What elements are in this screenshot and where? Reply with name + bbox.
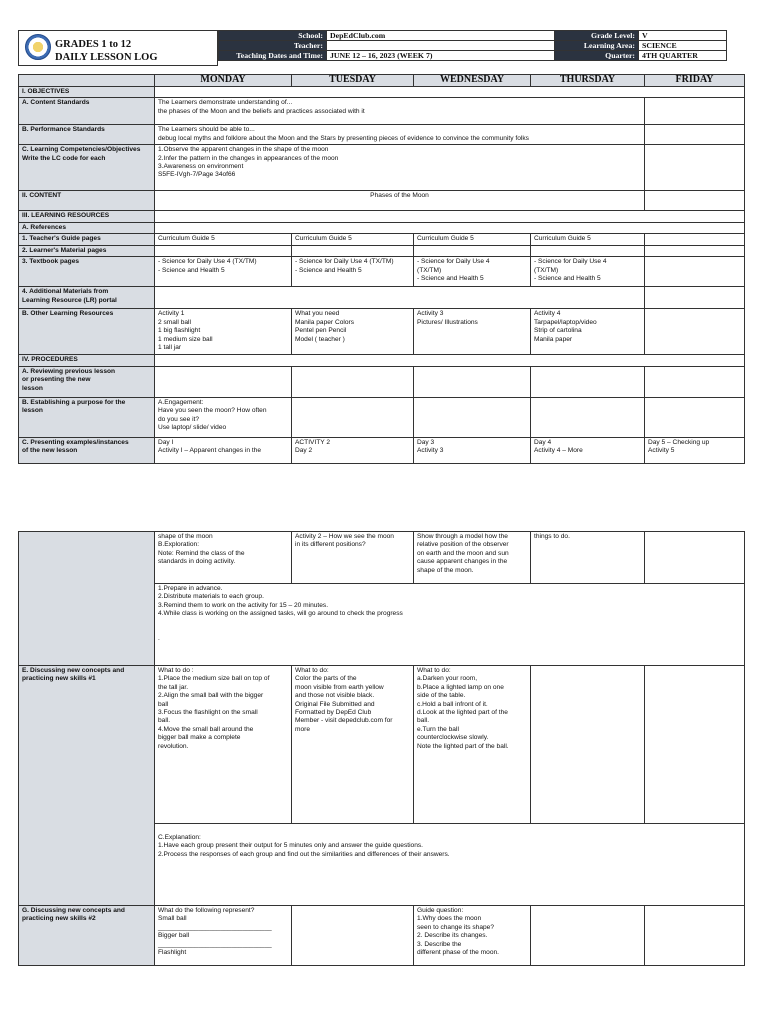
corner-cell — [19, 75, 155, 87]
presenting-label: C. Presenting examples/instances of the new lesson — [19, 437, 155, 463]
header-logo-box — [18, 30, 218, 66]
competencies-friday — [645, 145, 745, 191]
reviewing-thursday — [531, 366, 645, 397]
performance-standards-label: B. Performance Standards — [19, 125, 155, 145]
other-resources-friday — [645, 309, 745, 355]
preparation-instructions — [155, 584, 745, 666]
lesson-log-table — [18, 74, 745, 464]
presenting-wednesday: Day 3 Activity 3 — [414, 437, 531, 463]
content-standards-friday — [645, 98, 745, 125]
day-header-thursday: THURSDAY — [531, 75, 645, 87]
resources-label: III. LEARNING RESOURCES — [19, 211, 155, 222]
performance-standards-friday — [645, 125, 745, 145]
other-resources-monday: Activity 1 2 small ball 1 big flashlight 1 medium size ball 1 tall jar — [155, 309, 292, 355]
reviewing-wednesday — [414, 366, 531, 397]
other-resources-tuesday: What you need Manila paper Colors Pentel pen Pencil Model ( teacher ) — [292, 309, 414, 355]
reviewing-friday — [645, 366, 745, 397]
content-standards-label: A. Content Standards — [19, 98, 155, 125]
discussing-2-thursday — [531, 906, 645, 966]
purpose-tuesday — [292, 397, 414, 437]
discussing-2-friday — [645, 906, 745, 966]
additional-materials-label: 4. Additional Materials from Learning Resource (LR) portal — [19, 287, 155, 309]
quarter-label: Quarter: — [555, 51, 639, 61]
preparation-dot: . — [158, 634, 160, 642]
resources-cell — [155, 211, 745, 222]
teacher-label: Teacher: — [219, 41, 327, 51]
presenting-friday: Day 5 – Checking up Activity 5 — [645, 437, 745, 463]
teacher-value — [327, 41, 555, 51]
content-standards-text: The Learners demonstrate understanding of... the phases of the Moon and the beliefs and practices associated with it — [155, 98, 645, 125]
content-friday — [645, 191, 745, 211]
purpose-monday: A.Engagement: Have you seen the moon? How often do you see it? Use laptop/ slide/ video — [155, 397, 292, 437]
presenting-cont-friday — [645, 532, 745, 584]
learners-material-label: 2. Learner's Material pages — [19, 246, 155, 257]
header-info-table — [218, 30, 727, 61]
textbook-thursday: - Science for Daily Use 4 (TX/TM) - Science and Health 5 — [531, 257, 645, 287]
explanation-text: C.Explanation: 1.Have each group present their output for 5 minutes only and answer the guide questions. 2.Process the responses of each group and find out the similarities and differences of their answers. — [155, 824, 745, 906]
discussing-1-label: E. Discussing new concepts and practicing new skills #1 — [19, 666, 155, 906]
competencies-text: 1.Observe the apparent changes in the shape of the moon 2.Infer the pattern in the changes in appearances of the moon 3.Awareness on environment S5FE-IVgh-7/Page 34of66 — [155, 145, 645, 191]
day-header-friday: FRIDAY — [645, 75, 745, 87]
discussing-1-monday: What to do : 1.Place the medium size ball on top of the tall jar. 2.Align the small ball with the bigger ball 3.Focus the flashlight on the small ball. 4.Move the small ball around the bigger ball make a complete revolution. — [155, 666, 292, 824]
learners-material-thursday — [531, 246, 645, 257]
presenting-cont-tuesday: Activity 2 – How we see the moon in its different positions? — [292, 532, 414, 584]
deped-seal-icon — [25, 34, 51, 60]
day-header-wednesday: WEDNESDAY — [414, 75, 531, 87]
performance-standards-text: The Learners should be able to... debug local myths and folklore about the Moon and the Stars by presenting pieces of evidence to convince the community folks — [155, 125, 645, 145]
reviewing-tuesday — [292, 366, 414, 397]
objectives-label: I. OBJECTIVES — [19, 87, 155, 98]
teachers-guide-tuesday: Curriculum Guide 5 — [292, 234, 414, 246]
discussing-1-thursday — [531, 666, 645, 824]
quarter-value: 4TH QUARTER — [639, 51, 727, 61]
log-title: GRADES 1 to 12 DAILY LESSON LOG — [55, 39, 158, 63]
area-label: Learning Area: — [555, 41, 639, 51]
textbook-tuesday: - Science for Daily Use 4 (TX/TM) - Science and Health 5 — [292, 257, 414, 287]
other-resources-wednesday: Activity 3 Pictures/ Illustrations — [414, 309, 531, 355]
content-text: Phases of the Moon — [155, 191, 645, 211]
teachers-guide-monday: Curriculum Guide 5 — [155, 234, 292, 246]
presenting-tuesday: ACTIVITY 2 Day 2 — [292, 437, 414, 463]
learners-material-wednesday — [414, 246, 531, 257]
textbook-wednesday: - Science for Daily Use 4 (TX/TM) - Science and Health 5 — [414, 257, 531, 287]
reviewing-monday — [155, 366, 292, 397]
school-value: DepEdClub.com — [327, 31, 555, 41]
textbook-label: 3. Textbook pages — [19, 257, 155, 287]
discussing-1-friday — [645, 666, 745, 824]
purpose-wednesday — [414, 397, 531, 437]
references-label: A. References — [19, 222, 155, 233]
discussing-1-wednesday: What to do: a.Darken your room, b.Place a lighted lamp on one side of the table. c.Hold a ball infront of it. d.Look at the lighted part of the ball. e.Turn the ball counterclockwise slowly. Note the lighted part of the ball. — [414, 666, 531, 824]
dates-label: Teaching Dates and Time: — [219, 51, 327, 61]
area-value: SCIENCE — [639, 41, 727, 51]
discussing-1-tuesday: What to do: Color the parts of the moon visible from earth yellow and those not visible black. Original File Submitted and Formatted by DepEd Club Member - visit depedclub.com for more — [292, 666, 414, 824]
presenting-cont-wednesday: Show through a model how the relative position of the observer on earth and the moon and sun cause apparent changes in the shape of the moon. — [414, 532, 531, 584]
discussing-2-label: G. Discussing new concepts and practicing new skills #2 — [19, 906, 155, 966]
teachers-guide-friday — [645, 234, 745, 246]
learners-material-monday — [155, 246, 292, 257]
presenting-continued-label — [19, 532, 155, 666]
additional-materials-cell — [155, 287, 645, 309]
school-label: School: — [219, 31, 327, 41]
procedures-label: IV. PROCEDURES — [19, 355, 155, 366]
teachers-guide-label: 1. Teacher's Guide pages — [19, 234, 155, 246]
learners-material-friday — [645, 246, 745, 257]
content-label: II. CONTENT — [19, 191, 155, 211]
learners-material-tuesday — [292, 246, 414, 257]
additional-materials-friday — [645, 287, 745, 309]
day-header-tuesday: TUESDAY — [292, 75, 414, 87]
objectives-cell — [155, 87, 745, 98]
day-header-monday: MONDAY — [155, 75, 292, 87]
purpose-friday — [645, 397, 745, 437]
presenting-cont-thursday: things to do. — [531, 532, 645, 584]
preparation-text: 1.Prepare in advance. 2.Distribute materials to each group. 3.Remind them to work on the activity for 15 – 20 minutes. 4.While class is working on the assigned tasks, will go around to check the progress — [158, 585, 403, 618]
discussing-2-monday: What do the following represent? Small ball _______________________________ Bigger ball _______________________________ Flashlight — [155, 906, 292, 966]
textbook-friday — [645, 257, 745, 287]
competencies-label: C. Learning Competencies/Objectives Write the LC code for each — [19, 145, 155, 191]
other-resources-thursday: Activity 4 Tarpapel/laptop/video Strip of cartolina Manila paper — [531, 309, 645, 355]
reviewing-label: A. Reviewing previous lesson or presenting the new lesson — [19, 366, 155, 397]
presenting-thursday: Day 4 Activity 4 – More — [531, 437, 645, 463]
textbook-monday: - Science for Daily Use 4 (TX/TM) - Science and Health 5 — [155, 257, 292, 287]
lesson-log-continued-table — [18, 531, 745, 966]
purpose-label: B. Establishing a purpose for the lesson — [19, 397, 155, 437]
discussing-2-tuesday — [292, 906, 414, 966]
presenting-monday: Day I Activity I – Apparent changes in the — [155, 437, 292, 463]
other-resources-label: B. Other Learning Resources — [19, 309, 155, 355]
teachers-guide-thursday: Curriculum Guide 5 — [531, 234, 645, 246]
grade-value: V — [639, 31, 727, 41]
references-cell — [155, 222, 745, 233]
grade-label: Grade Level: — [555, 31, 639, 41]
presenting-cont-monday: shape of the moon B.Exploration: Note: Remind the class of the standards in doing activity. — [155, 532, 292, 584]
discussing-2-wednesday: Guide question: 1.Why does the moon seen to change its shape? 2. Describe its changes. 3. Describe the different phase of the moon. — [414, 906, 531, 966]
purpose-thursday — [531, 397, 645, 437]
teachers-guide-wednesday: Curriculum Guide 5 — [414, 234, 531, 246]
dates-value: JUNE 12 – 16, 2023 (WEEK 7) — [327, 51, 555, 61]
procedures-cell — [155, 355, 745, 366]
